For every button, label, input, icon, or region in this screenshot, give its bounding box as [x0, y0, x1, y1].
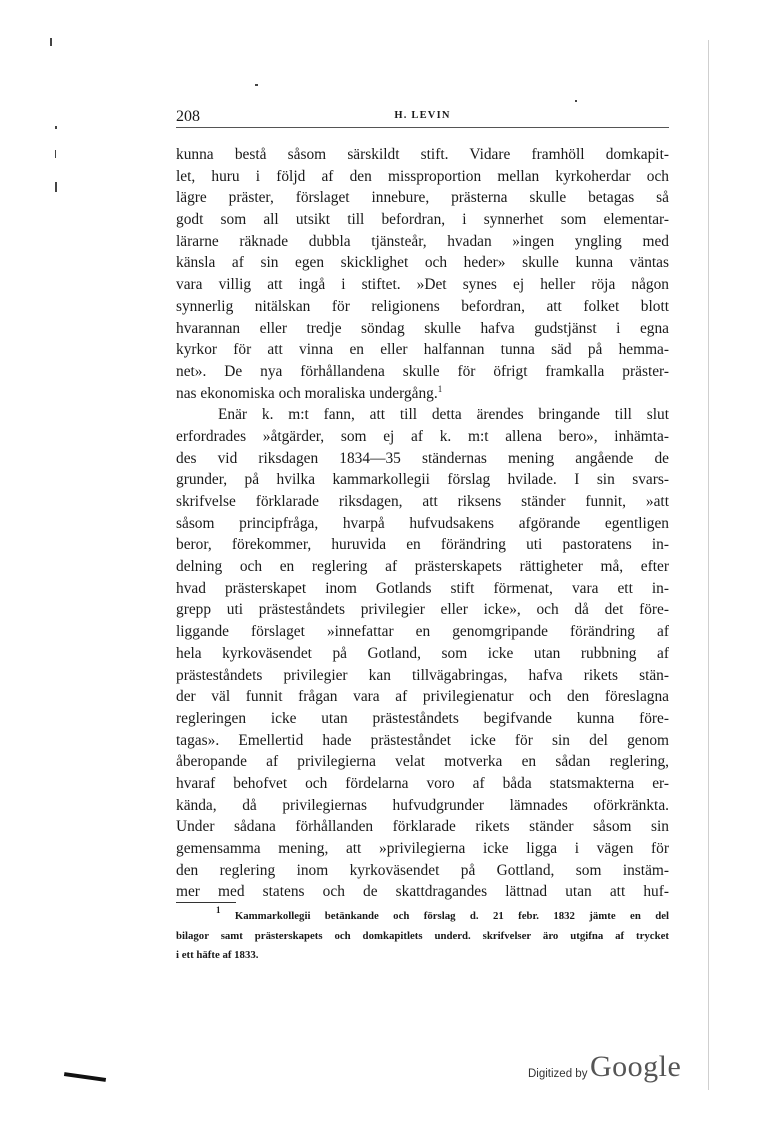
scan-mark: [64, 1072, 106, 1082]
text-line: såsom principfråga, hvarpå hufvudsakens afgörande egentligen: [176, 514, 669, 532]
text-line: liggande förslaget »innefattar en genomgripande förändring af: [176, 623, 669, 641]
scan-mark: [55, 150, 56, 158]
footnote-reference[interactable]: 1: [437, 383, 443, 394]
body-text: [176, 144, 669, 903]
text-line: beror, förekommer, huruvida en förändring uti pastoratens in-: [176, 536, 669, 554]
text-line: tagas». Emellertid hade prästeståndet icke för sin del genom: [176, 731, 669, 749]
watermark-logo: Google: [590, 1050, 682, 1083]
scan-mark: [575, 100, 577, 102]
footnote-line: i ett häfte af 1833.: [176, 949, 259, 961]
text-line: lägre präster, förslaget innebure, prästerna skulle betagas så: [176, 189, 669, 207]
footnote-line: bilagor samt prästerskapets och domkapitlets underd. skrifvelser äro utgifna af trycket: [176, 929, 669, 942]
footnote-marker: 1: [216, 905, 221, 915]
text-line: regleringen icke utan prästeståndets begifvande kunna före-: [176, 709, 669, 727]
text-line: kända, då privilegiernas hufvudgrunder lämnades oförkränkta.: [176, 796, 669, 814]
text-line: skrifvelse förklarade riksdagen, att riksens ständer funnit, »att: [176, 493, 669, 510]
text-line: prästeståndets privilegier kan tillvägabringas, hafva rikets stän-: [176, 666, 669, 684]
text-line: grunder, på hvilka kammarkollegii förslag hvilade. I sin svars-: [176, 471, 669, 489]
text-line: erfordrades »åtgärder, som ej af k. m:t allena bero», inhämta-: [176, 427, 669, 445]
text-line: kunna bestå såsom särskildt stift. Vidare framhöll domkapit-: [176, 146, 669, 163]
page-header: [176, 108, 669, 126]
text-line: synnerlig nitälskan för religionens befordran, att folket blott: [176, 297, 669, 315]
text-line: lärarne räknade dubbla tjänsteår, hvadan »ingen yngling med: [176, 232, 669, 250]
text-line: Under sådana förhållanden förklarade rikets ständer såsom sin: [176, 818, 669, 836]
watermark-prefix: Digitized by: [528, 1068, 588, 1080]
text-line: hvaraf behofvet och fördelarna voro af båda statsmakterna er-: [176, 774, 669, 792]
scan-mark: [255, 84, 258, 86]
scan-mark: [55, 182, 57, 192]
text-line: vara villig att ingå i stiftet. »Det synes ej heller röja någon: [176, 276, 669, 294]
page-number: 208: [176, 108, 200, 125]
text-line: des vid riksdagen 1834—35 ständernas mening angående de: [176, 449, 669, 467]
text-line: nas ekonomiska och moraliska undergång.: [176, 384, 438, 402]
text-line: hela kyrkoväsendet på Gotland, som icke utan rubbning af: [176, 644, 669, 662]
text-line: kyrkor för att vinna en eller halfannan tunna säd på hemma-: [176, 341, 669, 359]
footnote: [176, 907, 669, 966]
text-line: hvad prästerskapet inom Gotlands stift förmenat, vara ett in-: [176, 579, 669, 597]
text-line: godt som all utsikt till befordran, i synnerhet som elementar-: [176, 211, 669, 229]
scan-mark: [55, 126, 57, 129]
text-line-with-footnote: [176, 383, 669, 405]
running-head: H. LEVIN: [394, 110, 451, 121]
text-line: gemensamma mening, att »privilegierna icke ligga i vägen för: [176, 840, 669, 857]
footnote-text: Kammarkollegii betänkande och förslag d. 21 febr. 1832 jämte en del: [234, 910, 670, 922]
text-line: delning och en reglering af prästerskapets rättigheter må, efter: [176, 558, 669, 576]
text-line: net». De nya förhållandena skulle för öfrigt framkalla präster-: [176, 362, 669, 380]
text-line: hvarannan eller tredje söndag skulle hafva gudstjänst i egna: [176, 319, 669, 337]
footnote-line: [176, 907, 669, 927]
page-edge-line: [708, 40, 709, 1090]
text-line: känsla af sin egen skicklighet och heder» skulle kunna väntas: [176, 254, 669, 272]
scan-mark: [50, 38, 52, 46]
text-line: den reglering inom kyrkoväsendet på Gottland, som instäm-: [176, 861, 669, 879]
text-line: Enär k. m:t fann, att till detta ärendes bringande till slut: [218, 406, 669, 424]
header-rule: [176, 127, 669, 128]
text-line: let, huru i följd af den missproportion mellan kyrkoherdar och: [176, 167, 669, 185]
text-line: mer med statens och de skattdragandes lättnad utan att huf-: [176, 883, 669, 901]
text-line: åberopande af privilegierna velat motverka en sådan reglering,: [176, 753, 669, 771]
digitized-watermark: [528, 1050, 688, 1090]
text-line: grepp uti prästeståndets privilegier eller icke», och då det före-: [176, 601, 669, 619]
footnote-rule: [176, 902, 236, 903]
text-line: der väl funnit frågan vara af privilegienatur och den föreslagna: [176, 688, 669, 706]
